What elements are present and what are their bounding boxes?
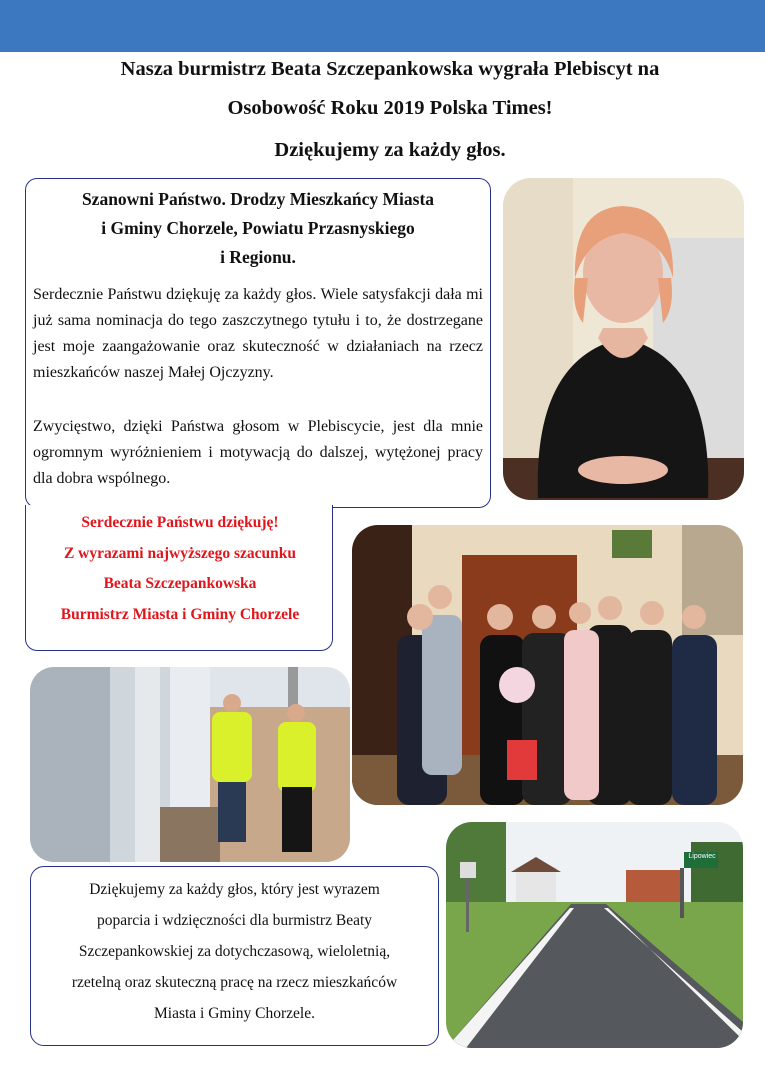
headline-thanks: Dziękujemy za każdy głos. [274,139,506,161]
letter-paragraph-2: Zwycięstwo, dzięki Państwa głosom w Plebiscycie, jest dla mnie ogromnym wyróżnieniem i motywacją do dalszej, wytężonej pracy dla dobra wspólnego. [33,418,483,487]
portrait-photo [503,178,744,500]
road-sign-label: Lipowiec [688,853,716,860]
letter-paragraph-1: Serdecznie Państwu dziękuję za każdy głos. Wiele satysfakcji dała mi już sama nominacja do tego zaszczytnego tytułu i to, że dostrzegane jest moje zaangażowanie oraz skuteczność w działaniach na rzecz mieszkańców naszej Małej Ojczyzny. [33,286,483,381]
signature-role: Burmistrz Miasta i Gminy Chorzele [60,606,300,623]
letter-greeting [32,185,484,272]
closing-line-2: poparcia i wdzięczności dla burmistrz Beaty [96,912,373,929]
headline-line-2: Osobowość Roku 2019 Polska Times! [227,97,553,119]
greeting-line-1: Szanowni Państwo. Drodzy Mieszkańcy Miasta [81,189,435,209]
greeting-line-2: i Gminy Chorzele, Powiatu Przasnyskiego [101,218,415,238]
signature-thanks: Serdecznie Państwu dziękuję! [81,514,279,531]
headline-line-1: Nasza burmistrz Beata Szczepankowska wygrała Plebiscyt na [120,58,660,80]
header-bar [0,0,765,52]
signature-regards: Z wyrazami najwyższego szacunku [63,545,297,562]
construction-site-photo [30,667,350,862]
closing-line-5: Miasta i Gminy Chorzele. [154,1005,315,1022]
road-photo [446,822,743,1048]
group-photo [352,525,743,805]
closing-line-3: Szczepankowskiej za dotychczasową, wieloletnią, [78,943,391,960]
closing-line-4: rzetelną oraz skuteczną pracę na rzecz mieszkańców [71,974,398,991]
signature-name: Beata Szczepankowska [103,575,257,592]
closing-text [42,874,427,1029]
greeting-line-3: i Regionu. [220,247,296,267]
closing-line-1: Dziękujemy za każdy głos, który jest wyrazem [89,881,380,898]
